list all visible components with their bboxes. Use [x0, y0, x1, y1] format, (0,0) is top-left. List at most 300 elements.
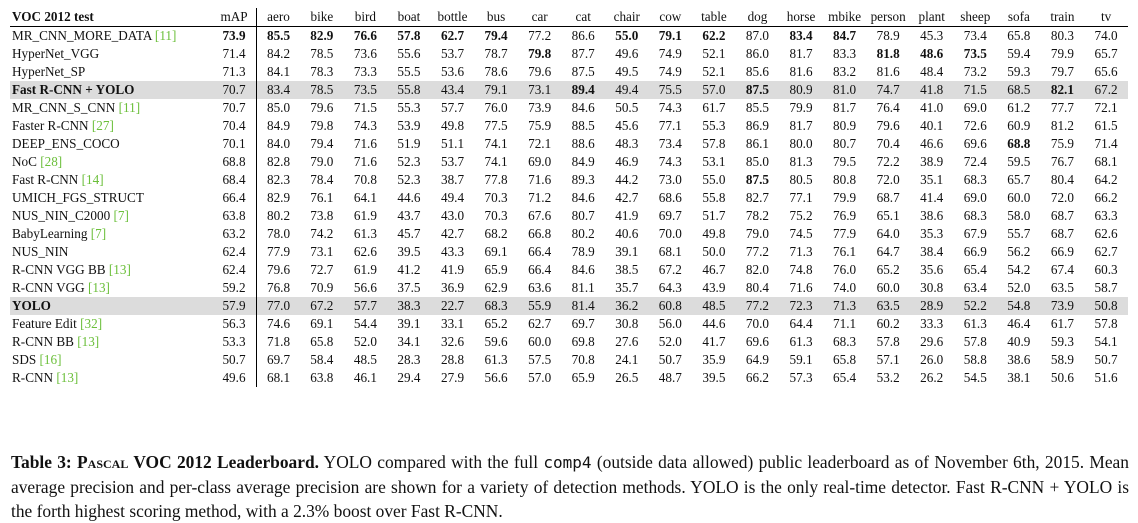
score-cell: 63.3: [1094, 208, 1118, 223]
score-cell: 58.9: [1050, 352, 1074, 367]
method-label: R-CNN: [12, 370, 54, 385]
header-chair: chair: [605, 8, 649, 27]
method-label: NUS_NIN_C2000: [12, 208, 111, 223]
score-cell: 67.4: [1050, 262, 1074, 277]
score-cell: 80.9: [779, 81, 823, 99]
method-name: [10, 297, 212, 315]
score-cell: 69.1: [484, 244, 508, 259]
score-cell: 50.5: [615, 100, 639, 115]
score-cell: 58.4: [310, 352, 334, 367]
score-cell: 74.9: [658, 46, 682, 61]
score-cell: 41.2: [397, 262, 421, 277]
score-cell: 84.6: [571, 100, 595, 115]
score-cell: 27.6: [615, 334, 639, 349]
score-cell: 66.2: [745, 370, 769, 385]
score-cell: 35.6: [920, 262, 944, 277]
citation-link[interactable]: [7]: [113, 208, 129, 223]
score-cell: 48.3: [615, 136, 639, 151]
score-cell: 86.0: [745, 46, 769, 61]
score-cell: 50.6: [1050, 370, 1074, 385]
score-cell: 61.7: [1050, 316, 1074, 331]
score-cell: 48.4: [920, 64, 944, 79]
header-map: mAP: [212, 8, 257, 27]
score-cell: 68.8: [1007, 136, 1031, 151]
score-cell: 89.3: [571, 172, 595, 187]
score-cell: 61.3: [353, 226, 377, 241]
score-cell: 63.8: [310, 370, 334, 385]
score-cell: 65.2: [484, 316, 508, 331]
citation-link[interactable]: [27]: [91, 118, 114, 133]
score-cell: 62.7: [440, 28, 465, 43]
score-cell: 72.1: [528, 136, 552, 151]
score-cell: 27.9: [440, 370, 465, 385]
score-cell: 76.0: [833, 262, 857, 277]
score-cell: 57.8: [963, 334, 987, 349]
score-cell: 48.5: [692, 297, 736, 315]
score-cell: 54.2: [1007, 262, 1031, 277]
score-cell: 73.5: [344, 81, 388, 99]
score-cell: 71.5: [353, 100, 377, 115]
score-cell: 87.5: [571, 64, 595, 79]
score-cell: 36.9: [440, 280, 465, 295]
score-cell: 66.4: [528, 262, 552, 277]
method-name: [10, 279, 212, 297]
score-cell: 26.5: [615, 370, 639, 385]
score-cell: 35.3: [920, 226, 944, 241]
score-cell: 70.4: [212, 117, 257, 135]
score-cell: 84.7: [833, 28, 857, 43]
score-cell: 57.1: [876, 352, 900, 367]
table-body: [10, 27, 1128, 388]
score-cell: 63.5: [866, 297, 910, 315]
score-cell: 74.0: [833, 280, 857, 295]
score-cell: 49.6: [212, 369, 257, 387]
citation-link[interactable]: [13]: [108, 262, 131, 277]
score-cell: 67.2: [300, 297, 344, 315]
score-cell: 81.6: [876, 64, 900, 79]
score-cell: 74.2: [310, 226, 334, 241]
score-cell: 73.5: [963, 46, 987, 61]
score-cell: 56.0: [658, 316, 682, 331]
score-cell: 35.7: [615, 280, 639, 295]
score-cell: 71.3: [212, 63, 257, 81]
score-cell: 28.8: [440, 352, 465, 367]
table-row: [10, 369, 1128, 387]
table-row: [10, 207, 1128, 225]
score-cell: 61.9: [353, 208, 377, 223]
score-cell: 62.4: [212, 261, 257, 279]
citation-link[interactable]: [13]: [56, 370, 79, 385]
method-label: UMICH_FGS_STRUCT: [12, 190, 144, 205]
score-cell: 86.1: [745, 136, 769, 151]
score-cell: 78.7: [484, 46, 508, 61]
score-cell: 88.5: [571, 118, 595, 133]
score-cell: 85.0: [266, 100, 291, 115]
header-bottle: bottle: [431, 8, 475, 27]
score-cell: 75.2: [789, 208, 813, 223]
score-cell: 24.1: [615, 352, 639, 367]
citation-link[interactable]: [13]: [87, 280, 110, 295]
score-cell: 42.7: [615, 190, 639, 205]
score-cell: 57.8: [397, 28, 421, 43]
score-cell: 64.9: [745, 352, 769, 367]
method-label: NoC: [12, 154, 37, 169]
score-cell: 82.1: [1041, 81, 1085, 99]
score-cell: 50.7: [1094, 352, 1118, 367]
score-cell: 65.2: [876, 262, 900, 277]
score-cell: 70.0: [658, 226, 682, 241]
score-cell: 60.9: [1007, 118, 1031, 133]
score-cell: 40.9: [1007, 334, 1031, 349]
score-cell: 51.7: [702, 208, 726, 223]
score-cell: 51.6: [1094, 370, 1118, 385]
table-row: [10, 261, 1128, 279]
score-cell: 33.1: [440, 316, 465, 331]
score-cell: 80.4: [1050, 172, 1074, 187]
score-cell: 51.1: [440, 136, 465, 151]
score-cell: 58.7: [1094, 280, 1118, 295]
score-cell: 82.8: [266, 154, 291, 169]
citation-link[interactable]: [11]: [154, 28, 177, 43]
score-cell: 79.0: [745, 226, 769, 241]
score-cell: 78.5: [300, 81, 344, 99]
score-cell: 74.1: [484, 136, 508, 151]
score-cell: 84.1: [266, 64, 291, 79]
score-cell: 76.6: [353, 28, 377, 43]
score-cell: 45.7: [397, 226, 421, 241]
score-cell: 69.7: [266, 352, 291, 367]
score-cell: 87.7: [571, 46, 595, 61]
score-cell: 75.5: [649, 81, 693, 99]
score-cell: 71.6: [789, 280, 813, 295]
score-cell: 59.2: [212, 279, 257, 297]
score-cell: 59.4: [1007, 46, 1031, 61]
score-cell: 38.1: [1007, 370, 1031, 385]
score-cell: 57.8: [1094, 316, 1118, 331]
score-cell: 69.0: [963, 190, 987, 205]
score-cell: 38.5: [615, 262, 639, 277]
score-cell: 44.2: [615, 172, 639, 187]
header-table: table: [692, 8, 736, 27]
score-cell: 52.1: [702, 46, 726, 61]
table-row: [10, 63, 1128, 81]
citation-link[interactable]: [7]: [90, 226, 107, 241]
method-name: [10, 207, 212, 225]
score-cell: 52.3: [397, 154, 421, 169]
score-cell: 73.9: [1041, 297, 1085, 315]
score-cell: 87.5: [736, 81, 780, 99]
table-row: [10, 279, 1128, 297]
score-cell: 40.1: [920, 118, 944, 133]
score-cell: 79.6: [528, 64, 552, 79]
score-cell: 82.7: [745, 190, 769, 205]
citation-link[interactable]: [13]: [77, 334, 100, 349]
results-table: [10, 8, 1128, 387]
score-cell: 43.4: [431, 81, 475, 99]
score-cell: 71.8: [266, 334, 291, 349]
score-cell: 65.6: [1094, 64, 1118, 79]
score-cell: 53.7: [440, 46, 465, 61]
score-cell: 65.8: [1007, 28, 1031, 43]
method-name: [10, 135, 212, 153]
score-cell: 60.0: [1007, 190, 1031, 205]
score-cell: 53.7: [440, 154, 465, 169]
score-cell: 61.5: [1094, 118, 1118, 133]
header-tv: tv: [1084, 8, 1128, 27]
score-cell: 77.5: [484, 118, 508, 133]
score-cell: 39.1: [397, 316, 421, 331]
score-cell: 77.8: [484, 172, 508, 187]
method-label: BabyLearning: [12, 226, 88, 241]
score-cell: 70.7: [212, 99, 257, 117]
score-cell: 63.5: [1050, 280, 1074, 295]
method-name: [10, 261, 212, 279]
method-label: Faster R-CNN: [12, 118, 89, 133]
score-cell: 71.1: [833, 316, 857, 331]
score-cell: 85.5: [266, 28, 291, 43]
score-cell: 74.5: [789, 226, 813, 241]
score-cell: 82.3: [266, 172, 291, 187]
score-cell: 44.6: [397, 190, 421, 205]
score-cell: 84.9: [266, 118, 291, 133]
score-cell: 82.9: [266, 190, 291, 205]
table-row: [10, 81, 1128, 99]
score-cell: 77.1: [789, 190, 813, 205]
citation-link[interactable]: [11]: [118, 100, 141, 115]
score-cell: 57.3: [789, 370, 813, 385]
score-cell: 41.9: [615, 208, 639, 223]
score-cell: 60.0: [528, 334, 552, 349]
score-cell: 77.2: [736, 297, 780, 315]
score-cell: 72.0: [876, 172, 900, 187]
method-name: [10, 315, 212, 333]
score-cell: 79.4: [484, 28, 508, 43]
score-cell: 81.6: [789, 64, 813, 79]
method-label: MR_CNN_S_CNN: [12, 100, 116, 115]
score-cell: 80.2: [571, 226, 595, 241]
score-cell: 52.0: [353, 334, 377, 349]
method-name: [10, 117, 212, 135]
score-cell: 84.0: [266, 136, 291, 151]
score-cell: 78.2: [745, 208, 769, 223]
score-cell: 28.3: [397, 352, 421, 367]
table-row: [10, 297, 1128, 315]
score-cell: 66.4: [528, 244, 552, 259]
score-cell: 69.8: [571, 334, 595, 349]
table-row: [10, 189, 1128, 207]
score-cell: 84.2: [266, 46, 291, 61]
score-cell: 86.9: [745, 118, 769, 133]
table-row: [10, 315, 1128, 333]
score-cell: 71.5: [954, 81, 998, 99]
score-cell: 74.8: [789, 262, 813, 277]
score-cell: 68.6: [658, 190, 682, 205]
score-cell: 58.8: [963, 352, 987, 367]
score-cell: 68.7: [1050, 208, 1074, 223]
score-cell: 39.5: [397, 244, 421, 259]
score-cell: 86.6: [571, 28, 595, 43]
score-cell: 81.7: [833, 100, 857, 115]
score-cell: 72.0: [1050, 190, 1074, 205]
method-name: [10, 369, 212, 387]
score-cell: 79.4: [310, 136, 334, 151]
score-cell: 61.9: [353, 262, 377, 277]
score-cell: 64.0: [876, 226, 900, 241]
score-cell: 63.8: [212, 207, 257, 225]
score-cell: 64.1: [353, 190, 377, 205]
score-cell: 72.7: [310, 262, 334, 277]
score-cell: 78.9: [571, 244, 595, 259]
table-row: [10, 351, 1128, 369]
score-cell: 70.8: [571, 352, 595, 367]
score-cell: 72.3: [779, 297, 823, 315]
score-cell: 62.7: [1094, 244, 1118, 259]
score-cell: 70.0: [745, 316, 769, 331]
citation-link[interactable]: [16]: [39, 352, 62, 367]
method-label: Feature Edit: [12, 316, 77, 331]
score-cell: 78.3: [310, 64, 334, 79]
score-cell: 69.7: [658, 208, 682, 223]
score-cell: 80.8: [833, 172, 857, 187]
score-cell: 72.1: [1094, 100, 1118, 115]
score-cell: 54.1: [1094, 334, 1118, 349]
method-name: [10, 27, 212, 46]
header-person: person: [866, 8, 910, 27]
score-cell: 26.2: [920, 370, 944, 385]
score-cell: 42.7: [440, 226, 465, 241]
method-name: [10, 63, 212, 81]
method-name: [10, 45, 212, 63]
score-cell: 79.6: [876, 118, 900, 133]
score-cell: 49.5: [615, 64, 639, 79]
score-cell: 65.4: [963, 262, 987, 277]
header-aero: aero: [257, 8, 301, 27]
score-cell: 29.4: [397, 370, 421, 385]
citation-link[interactable]: [28]: [40, 154, 63, 169]
caption-label: Table 3:: [11, 452, 72, 473]
score-cell: 68.5: [997, 81, 1041, 99]
score-cell: 53.1: [702, 154, 726, 169]
method-label: MR_CNN_MORE_DATA: [12, 28, 152, 43]
score-cell: 56.2: [1007, 244, 1031, 259]
score-cell: 69.7: [571, 316, 595, 331]
score-cell: 71.6: [528, 172, 552, 187]
score-cell: 71.4: [212, 45, 257, 63]
citation-link[interactable]: [14]: [81, 172, 104, 187]
header-method: VOC 2012 test: [10, 8, 212, 27]
score-cell: 57.7: [440, 100, 465, 115]
score-cell: 33.3: [920, 316, 944, 331]
score-cell: 80.9: [833, 118, 857, 133]
score-cell: 71.6: [353, 136, 377, 151]
score-cell: 80.0: [789, 136, 813, 151]
header-bus: bus: [474, 8, 518, 27]
header-mbike: mbike: [823, 8, 867, 27]
score-cell: 54.8: [997, 297, 1041, 315]
table-row: [10, 225, 1128, 243]
score-cell: 69.0: [528, 154, 552, 169]
score-cell: 81.7: [789, 46, 813, 61]
score-cell: 73.9: [212, 27, 257, 46]
score-cell: 53.6: [440, 64, 465, 79]
score-cell: 63.2: [212, 225, 257, 243]
score-cell: 46.6: [920, 136, 944, 151]
score-cell: 81.2: [1050, 118, 1074, 133]
score-cell: 73.4: [963, 28, 987, 43]
citation-link[interactable]: [32]: [80, 316, 103, 331]
score-cell: 69.6: [963, 136, 987, 151]
score-cell: 56.3: [212, 315, 257, 333]
score-cell: 71.3: [789, 244, 813, 259]
score-cell: 68.7: [1050, 226, 1074, 241]
score-cell: 65.9: [484, 262, 508, 277]
score-cell: 79.1: [474, 81, 518, 99]
score-cell: 44.6: [702, 316, 726, 331]
score-cell: 65.8: [833, 352, 857, 367]
method-label: HyperNet_VGG: [12, 46, 100, 61]
score-cell: 36.2: [605, 297, 649, 315]
score-cell: 52.0: [1007, 280, 1031, 295]
score-cell: 34.1: [397, 334, 421, 349]
score-cell: 80.5: [789, 172, 813, 187]
score-cell: 67.2: [658, 262, 682, 277]
score-cell: 54.5: [963, 370, 987, 385]
score-cell: 76.1: [310, 190, 334, 205]
score-cell: 76.1: [833, 244, 857, 259]
score-cell: 78.5: [310, 46, 334, 61]
score-cell: 88.6: [571, 136, 595, 151]
score-cell: 60.3: [1094, 262, 1118, 277]
method-label: Fast R-CNN + YOLO: [12, 82, 135, 97]
score-cell: 76.7: [1050, 154, 1074, 169]
score-cell: 35.9: [702, 352, 726, 367]
score-cell: 46.7: [702, 262, 726, 277]
score-cell: 82.9: [310, 28, 334, 43]
header-cow: cow: [649, 8, 693, 27]
score-cell: 74.9: [658, 64, 682, 79]
score-cell: 64.3: [658, 280, 682, 295]
score-cell: 56.6: [484, 370, 508, 385]
score-cell: 72.2: [876, 154, 900, 169]
score-cell: 35.1: [920, 172, 944, 187]
score-cell: 45.3: [920, 28, 944, 43]
score-cell: 66.9: [963, 244, 987, 259]
score-cell: 51.9: [397, 136, 421, 151]
score-cell: 87.5: [745, 172, 769, 187]
score-cell: 59.3: [1007, 64, 1031, 79]
score-cell: 22.7: [431, 297, 475, 315]
score-cell: 81.4: [561, 297, 605, 315]
header-horse: horse: [779, 8, 823, 27]
method-label: YOLO: [12, 298, 51, 313]
score-cell: 76.4: [876, 100, 900, 115]
score-cell: 74.1: [484, 154, 508, 169]
method-name: [10, 333, 212, 351]
score-cell: 73.9: [528, 100, 552, 115]
score-cell: 74.3: [658, 100, 682, 115]
score-cell: 83.2: [833, 64, 857, 79]
score-cell: 66.9: [1050, 244, 1074, 259]
score-cell: 73.1: [518, 81, 562, 99]
method-name: [10, 81, 212, 99]
score-cell: 79.8: [528, 46, 552, 61]
score-cell: 81.1: [571, 280, 595, 295]
score-cell: 81.0: [823, 81, 867, 99]
score-cell: 32.6: [440, 334, 465, 349]
score-cell: 61.2: [1007, 100, 1031, 115]
method-name: [10, 351, 212, 369]
score-cell: 55.0: [702, 172, 726, 187]
